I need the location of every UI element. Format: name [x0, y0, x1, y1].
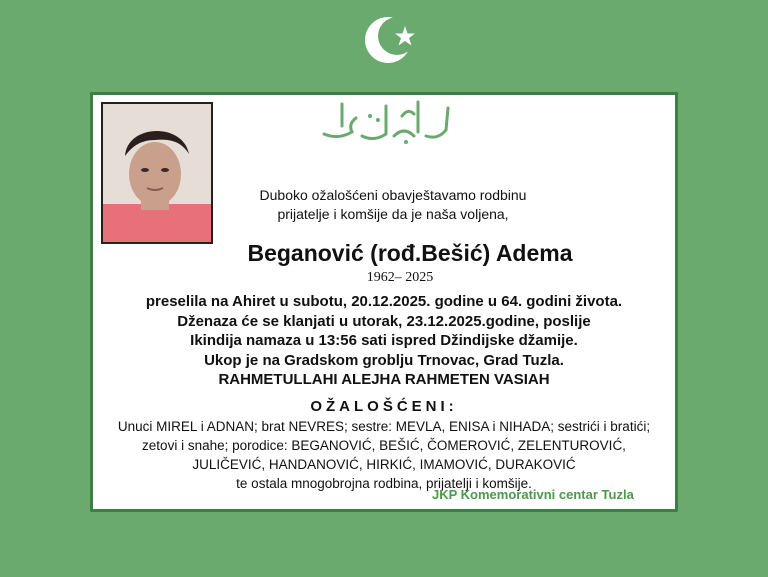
- mourners-list: [96, 417, 672, 493]
- intro-line-1: Duboko ožalošćeni obavještavamo rodbinu: [259, 187, 527, 203]
- publisher-label: JKP Komemorativni centar Tuzla: [432, 487, 634, 502]
- detail-line-5: RAHMETULLAHI ALEJHA RAHMETEN VASIAH: [218, 371, 550, 388]
- deceased-photo: [101, 102, 213, 244]
- detail-line-4: Ukop je na Gradskom groblju Trnovac, Grad Tuzla.: [204, 351, 564, 369]
- family-line-4: te ostala mnogobrojna rodbina, prijatelji i komšije.: [236, 476, 532, 491]
- intro-line-2: prijatelje i komšije da je naša voljena,: [277, 206, 509, 222]
- mourners-heading: OŽALOŠĆENI:: [310, 398, 458, 415]
- intro-text: [228, 186, 558, 224]
- funeral-details: [96, 292, 672, 390]
- life-years: 1962– 2025: [366, 270, 434, 285]
- detail-line-3: Ikindija namaza u 13:56 sati ispred Džindijske džamije.: [190, 332, 578, 349]
- arabic-calligraphy: [318, 96, 454, 146]
- family-line-1: Unuci MIREL i ADNAN; brat NEVRES; sestre: MEVLA, ENISA i NIHADA; sestrići i bratići;: [117, 419, 651, 434]
- deceased-name: Beganović (rođ.Bešić) Adema: [247, 240, 573, 266]
- crescent-star-icon: [364, 10, 420, 66]
- detail-line-2: Dženaza će se klanjati u utorak, 23.12.2025.godine, poslije: [177, 312, 591, 330]
- family-line-2: zetovi i snahe; porodice: BEGANOVIĆ, BEŠIĆ, ČOMEROVIĆ, ZELENTUROVIĆ,: [142, 438, 626, 453]
- detail-line-1: preselila na Ahiret u subotu, 20.12.2025. godine u 64. godini života.: [145, 293, 623, 310]
- family-line-3: JULIČEVIĆ, HANDANOVIĆ, HIRKIĆ, IMAMOVIĆ, DURAKOVIĆ: [192, 457, 576, 472]
